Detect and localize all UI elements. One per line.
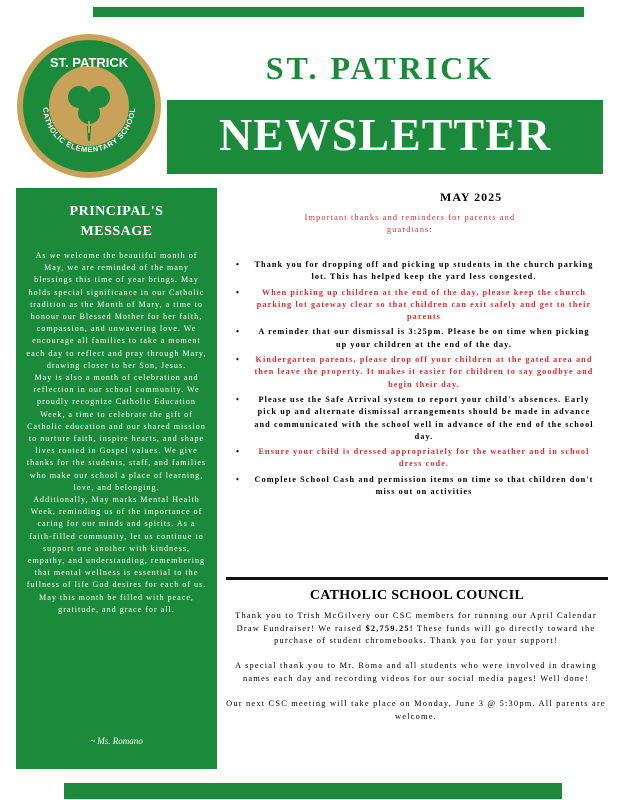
list-item: • Thank you for dropping off and picking up students in the church parking lot. This has helped keep the yard less congested.	[236, 260, 594, 282]
principal-paragraph: May this month be filled with peace, gratitude, and grace for all.	[39, 592, 194, 614]
issue-month: MAY 2025	[440, 190, 503, 204]
section-divider	[226, 577, 608, 580]
council-paragraph: A special thank you to Mr. Roma and all students who were involved in drawing names each day and recording videos for our social media pages! Well done!	[235, 661, 597, 683]
principal-title-line1: PRINCIPAL'S	[69, 204, 164, 219]
fundraiser-amount: $2,759.25!	[365, 623, 414, 633]
council-body	[224, 610, 608, 736]
logo-ring-text: CATHOLIC ELEMENTARY SCHOOL	[40, 106, 138, 155]
principal-title-line2: MESSAGE	[80, 224, 153, 239]
council-title: CATHOLIC SCHOOL COUNCIL	[309, 588, 525, 603]
principal-paragraph: As we welcome the beautiful month of May, we are reminded of the many blessings this time of year brings. May holds special significance in our Catholic tradition as the Month of Mary, a time to honour our Blessed Mother for her faith, compassion, and unwavering love. We encourage all families to take a moment each day to reflect and pray through Mary, drawing closer to her Son, Jesus.	[26, 251, 207, 370]
principal-message-panel	[16, 188, 217, 769]
logo-top-text: ST. PATRICK	[49, 55, 129, 70]
principal-message-title	[16, 202, 217, 242]
principal-paragraph: May is also a month of celebration and reflection in our school community. We proudly recognize Catholic Education Week, a time to celebrate the gift of Catholic education and our shared mission to nurture faith, inspire hearts, and shape lives rooted in Gospel values. We give thanks for the students, staff, and families who make our school a place of learning, love, and belonging.	[26, 373, 207, 492]
school-name-heading: ST. PATRICK	[265, 50, 495, 86]
top-accent-bar	[93, 7, 584, 17]
reminders-list	[232, 259, 594, 501]
principal-signature: ~ Ms. Romano	[90, 736, 143, 746]
principal-message-body	[26, 250, 207, 616]
principal-paragraph: Additionally, May marks Mental Health Week, reminding us of the importance of caring for our minds and spirits. As a faith-filled community, let us continue to support one another with kindness, empathy, and understanding, remembering that mental wellness is essential to the fullness of life God desires for each of us.	[26, 495, 207, 590]
list-item: • A reminder that our dismissal is 3:25pm. Please be on time when picking up your children at the end of the day.	[236, 327, 590, 349]
list-item: • Kindergarten parents, please drop off your children at the gated area and then leave the property. It makes it easier for children to say goodbye and begin their day.	[236, 355, 594, 389]
list-item: • Please use the Safe Arrival system to report your child's absences. Early pick up and alternate dismissal arrangements should be made in advance and communicated with the school well in advance of the end of the school day.	[236, 394, 594, 441]
list-item: • Ensure your child is dressed appropriately for the weather and in school dress code.	[236, 447, 590, 469]
reminders-intro: Important thanks and reminders for parents and guardians:	[304, 213, 516, 234]
council-paragraph: Our next CSC meeting will take place on Monday, June 3 @ 5:30pm. All parents are welcome.	[226, 699, 606, 721]
council-paragraph: Thank you to Trish McGilvery our CSC members for running our April Calendar Draw Fundraiser! We raised $2,759.25! These funds will go directly toward the purchase of student chromebooks. Thank you for your support!	[235, 611, 597, 646]
newsletter-title: NEWSLETTER	[218, 109, 552, 160]
school-logo	[16, 33, 162, 179]
list-item: • Complete School Cash and permission items on time so that children don't miss out on activities	[236, 474, 594, 497]
list-item: • When picking up children at the end of the day, please keep the church parking lot gateway clear so that children can exit safely and get to their parents	[236, 287, 592, 322]
bottom-accent-bar	[64, 783, 562, 799]
